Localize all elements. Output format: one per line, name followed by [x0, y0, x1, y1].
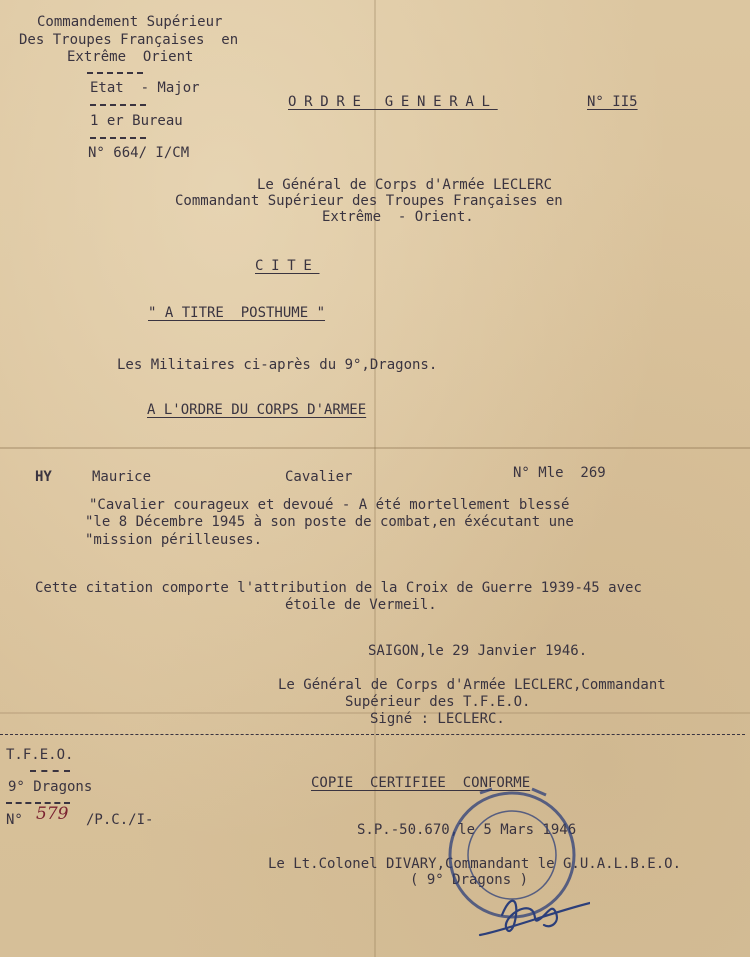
footer-regiment: 9° Dragons	[8, 779, 93, 795]
militaires-line: Les Militaires ci-après du 9°,Dragons.	[117, 357, 438, 373]
bureau: 1 er Bureau	[90, 113, 183, 129]
general-line-3: Extrême - Orient.	[322, 209, 474, 225]
citation-line-3: "mission périlleuses.	[85, 532, 263, 548]
soldier-matricule: N° Mle 269	[513, 465, 606, 481]
signature-line-3: Signé : LECLERC.	[370, 711, 505, 727]
footer-ref-suffix: /P.C./I-	[86, 812, 154, 828]
order-number: N° II5	[587, 94, 638, 110]
fold-line-vertical	[374, 0, 376, 957]
citation-line-1: "Cavalier courageux et devoué - A été mortellement blessé	[89, 497, 570, 513]
etat-major: Etat - Major	[90, 80, 200, 96]
award-line-2: étoile de Vermeil.	[285, 597, 437, 613]
order-title: ORDRE GENERAL	[288, 94, 498, 110]
header-separator-3	[90, 137, 146, 139]
handwritten-signature	[480, 901, 590, 935]
footer-unit: T.F.E.O.	[6, 747, 74, 763]
footer-separator-1	[30, 770, 70, 772]
posthume-heading: " A TITRE POSTHUME "	[148, 305, 326, 321]
soldier-surname: HY	[35, 469, 52, 485]
colonel-line-1: Le Lt.Colonel DIVARY,Commandant le G.U.A.L.B.E.O.	[268, 856, 682, 872]
footer-ref-prefix: N°	[6, 812, 23, 828]
reference-number: N° 664/ I/CM	[88, 145, 190, 161]
header-separator-2	[90, 104, 146, 106]
soldier-rank: Cavalier	[285, 469, 353, 485]
signature-line-1: Le Général de Corps d'Armée LECLERC,Commandant	[278, 677, 666, 693]
header-line-1: Commandement Supérieur	[37, 14, 223, 30]
soldier-first-name: Maurice	[92, 469, 152, 485]
general-line-2: Commandant Supérieur des Troupes Françaises en	[175, 193, 563, 209]
signature-line-2: Supérieur des T.F.E.O.	[345, 694, 531, 710]
header-separator-1	[87, 72, 143, 74]
official-stamp	[440, 785, 590, 955]
footer-ref-handwritten: 579	[36, 804, 69, 824]
colonel-line-2: ( 9° Dragons )	[410, 872, 529, 888]
citation-line-2: "le 8 Décembre 1945 à son poste de combat,en éxécutant une	[85, 514, 574, 530]
cite-heading: CITE	[255, 258, 320, 274]
award-line-1: Cette citation comporte l'attribution de la Croix de Guerre 1939-45 avec	[35, 580, 642, 596]
copie-heading: COPIE CERTIFIEE CONFORME	[311, 775, 531, 791]
ordre-corps-heading: A L'ORDRE DU CORPS D'ARMEE	[147, 402, 367, 418]
header-line-2: Des Troupes Françaises en	[19, 32, 239, 48]
copie-date: S.P.-50.670,le 5 Mars 1946	[357, 822, 577, 838]
section-separator	[0, 734, 745, 735]
header-line-3: Extrême Orient	[67, 49, 194, 65]
general-line-1: Le Général de Corps d'Armée LECLERC	[257, 177, 553, 193]
place-date: SAIGON,le 29 Janvier 1946.	[368, 643, 588, 659]
